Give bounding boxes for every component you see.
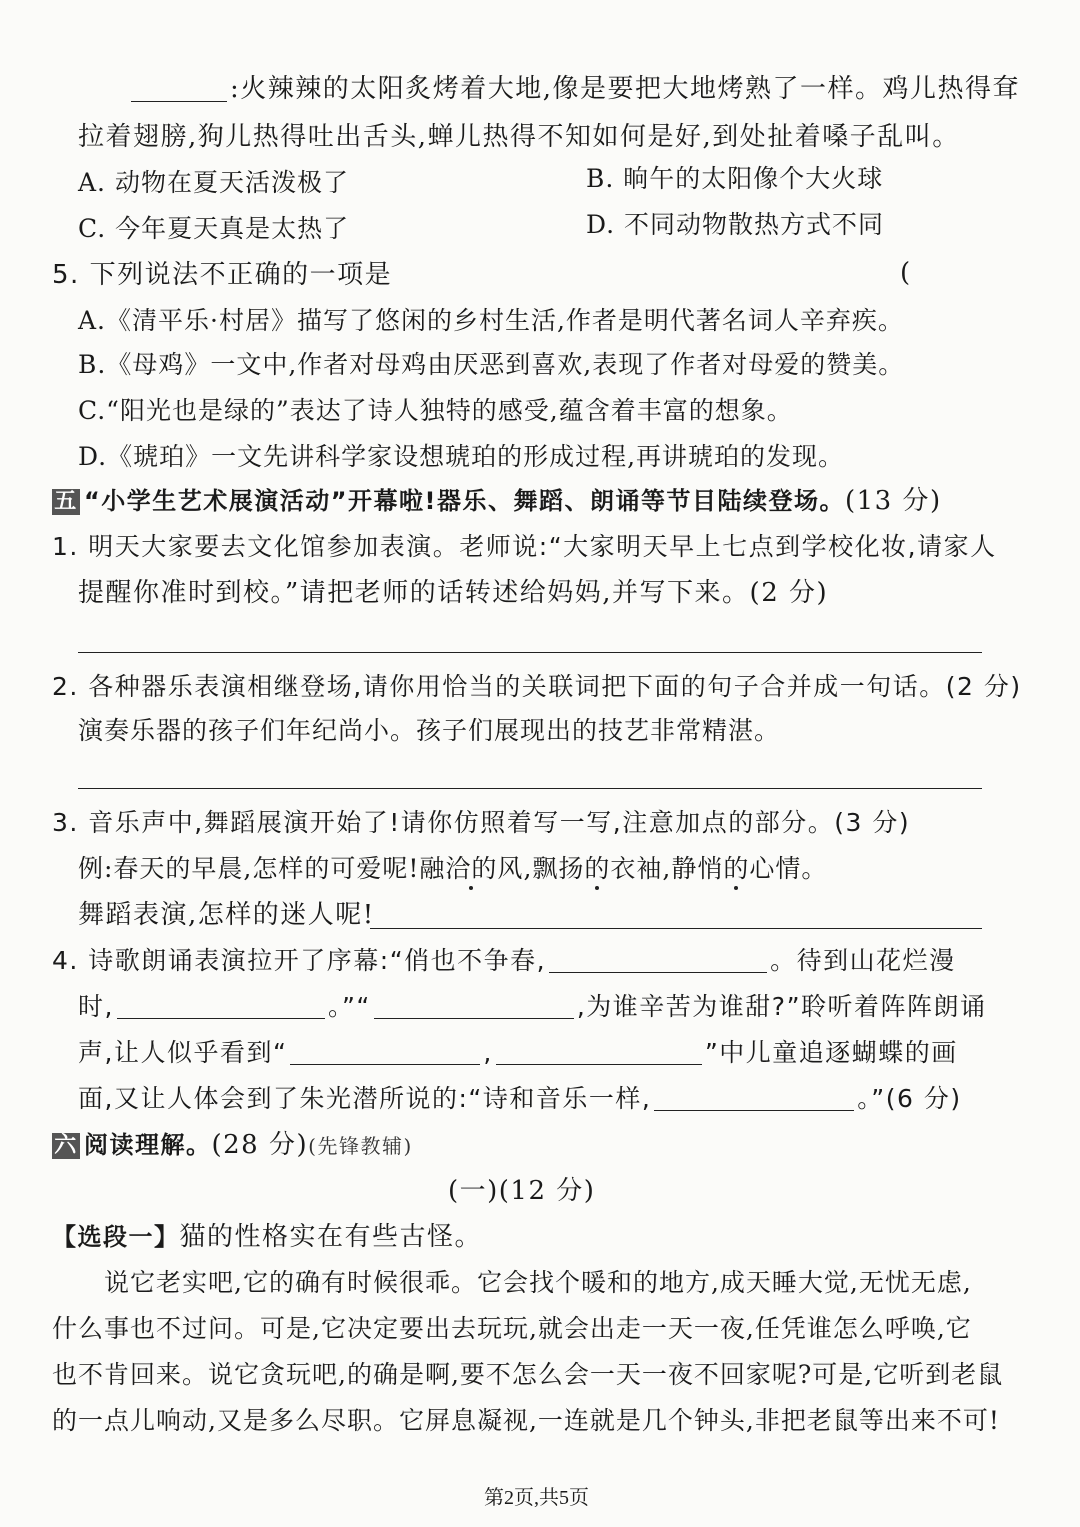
option-a[interactable]: A. 动物在夏天活泼极了 <box>78 168 349 197</box>
section-badge: 五 <box>52 489 80 515</box>
s5-q3-line1: 3. 音乐声中,舞蹈展演开始了!请你仿照着写一写,注意加点的部分。(3 分) <box>52 808 911 837</box>
s5-q4-line1: 4. 诗歌朗诵表演拉开了序幕:“俏也不争春, 。待到山花烂漫 <box>52 946 956 975</box>
dotted-phrase: 飘扬的衣袖 <box>532 854 663 883</box>
publisher-note: (先锋教辅) <box>308 1134 413 1158</box>
s5-q1-line1: 1. 明天大家要去文化馆参加表演。老师说:“大家明天早上七点到学校化妆,请家人 <box>52 532 997 561</box>
answer-paren[interactable]: ( <box>900 258 911 288</box>
s5-q2-line2: 演奏乐器的孩子们年纪尚小。孩子们展现出的技艺非常精湛。 <box>78 716 781 745</box>
s5-q4-line3: 声,让人似乎看到“ , ”中儿童追逐蝴蝶的画 <box>78 1038 958 1067</box>
page-number: 第2页,共5页 <box>484 1487 589 1509</box>
answer-line[interactable] <box>370 928 982 929</box>
q4-tail-line2: 拉着翅膀,狗儿热得吐出舌头,蝉儿热得不知如何是好,到处扯着嗓子乱叫。 <box>78 122 960 152</box>
s5-q3-prompt: 舞蹈表演,怎样的迷人呢! <box>78 900 375 930</box>
s5-q4-line2: 时, 。”“ ,为谁辛苦为谁甜?”聆听着阵阵朗诵 <box>78 992 987 1021</box>
option-d[interactable]: D. 不同动物散热方式不同 <box>586 210 885 239</box>
answer-blank[interactable] <box>117 1017 325 1019</box>
answer-blank[interactable] <box>374 1017 574 1019</box>
excerpt-heading: 【选段一】猫的性格实在有些古怪。 <box>52 1222 483 1252</box>
passage-line: 的一点儿响动,又是多么尽职。它屏息凝视,一连就是几个钟头,非把老鼠等出来不可! <box>52 1406 1000 1435</box>
section-score: (13 分) <box>845 486 942 516</box>
s5-q2-line1: 2. 各种器乐表演相继登场,请你用恰当的关联词把下面的句子合并成一句话。(2 分) <box>52 672 1022 701</box>
answer-blank[interactable] <box>549 971 767 973</box>
answer-blank[interactable] <box>654 1109 854 1111</box>
section-title: 阅读理解。 <box>84 1131 212 1159</box>
s5-q4-line4: 面,又让人体会到了朱光潜所说的:“诗和音乐一样, 。”(6 分) <box>78 1084 962 1113</box>
passage-line: 说它老实吧,它的确有时候很乖。它会找个暖和的地方,成天睡大觉,无忧无虑, <box>104 1268 972 1297</box>
option-b[interactable]: B. 晌午的太阳像个大火球 <box>586 164 884 193</box>
q4-tail-line1: :火辣辣的太阳炙烤着大地,像是要把大地烤熟了一样。鸡儿热得耷 <box>128 76 1020 102</box>
answer-line[interactable] <box>78 788 982 789</box>
option-c[interactable]: C. 今年夏天真是太热了 <box>78 214 350 243</box>
answer-blank[interactable] <box>290 1063 480 1065</box>
answer-blank[interactable] <box>131 100 227 102</box>
section-badge: 六 <box>52 1133 80 1159</box>
s5-q3-example: 例:春天的早晨,怎样的可爱呢!融洽的风,飘扬的衣袖,静悄的心情。 <box>78 854 828 883</box>
answer-line[interactable] <box>78 652 982 653</box>
q5-option-c[interactable]: C.“阳光也是绿的”表达了诗人独特的感受,蕴含着丰富的想象。 <box>78 396 793 425</box>
answer-blank[interactable] <box>496 1063 702 1065</box>
excerpt-label: 【选段一】 <box>52 1223 180 1251</box>
q5-option-b[interactable]: B.《母鸡》一文中,作者对母鸡由厌恶到喜欢,表现了作者对母爱的赞美。 <box>78 350 905 379</box>
section6-heading <box>52 1132 413 1159</box>
passage-line: 也不肯回来。说它贪玩吧,的确是啊,要不怎么会一天一夜不回家呢?可是,它听到老鼠 <box>52 1360 1004 1389</box>
passage-line: 什么事也不过问。可是,它决定要出去玩玩,就会出走一天一夜,任凭谁怎么呼唤,它 <box>52 1314 972 1343</box>
part-title: (一)(12 分) <box>448 1176 596 1206</box>
dotted-phrase: 静悄的心情 <box>671 854 802 883</box>
q5-stem: 5. 下列说法不正确的一项是 <box>52 260 393 290</box>
q5-option-a[interactable]: A.《清平乐·村居》描写了悠闲的乡村生活,作者是明代著名词人辛弃疾。 <box>78 306 904 335</box>
section-score: (28 分) <box>211 1130 309 1160</box>
section-title: “小学生艺术展演活动”开幕啦!器乐、舞蹈、朗诵等节目陆续登场。 <box>84 487 845 515</box>
dotted-phrase: 融洽的风 <box>419 854 524 883</box>
section5-heading <box>52 488 942 515</box>
q5-option-d[interactable]: D.《琥珀》一文先讲科学家设想琥珀的形成过程,再讲琥珀的发现。 <box>78 442 845 471</box>
s5-q1-line2: 提醒你准时到校。”请把老师的话转述给妈妈,并写下来。(2 分) <box>78 578 829 608</box>
